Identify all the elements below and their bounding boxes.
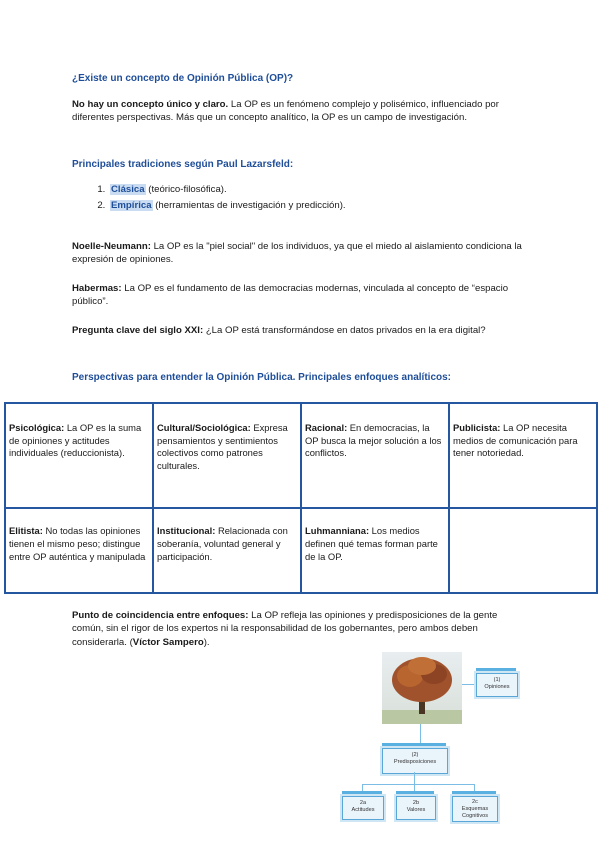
habermas-paragraph [72, 282, 532, 309]
tradition-term: Empírica [111, 199, 152, 211]
traditions-title: Principales tradiciones según Paul Lazarsfeld: [72, 159, 294, 170]
node-number: (2) [411, 752, 419, 758]
cell-text: Expresa pensamientos y sentimientos colectivos como patrones culturales. [157, 422, 288, 471]
list-item [108, 182, 346, 198]
cell-bold: Psicológica: [9, 422, 65, 433]
paragraph-text: La OP es el fundamento de las democracias modernas, vinculada al concepto de “espacio público”. [72, 283, 509, 308]
intro-paragraph [72, 98, 532, 125]
node-number: 2c [472, 799, 478, 805]
list-item [108, 198, 346, 214]
cell-text: No todas las opiniones tienen el mismo peso; distingue entre OP auténtica y manipulada [9, 525, 146, 562]
cell-bold: Institucional: [157, 525, 216, 537]
tradition-term: Clásica [111, 184, 145, 195]
node-number: 2b [412, 800, 420, 806]
cell-bold: Elitista: [9, 525, 43, 537]
cell-text: La OP es la suma de opiniones y actitudes individuales (reduccionista). [9, 422, 142, 459]
coincidence-end: ). [203, 636, 210, 648]
node-label: Valores [406, 807, 426, 813]
traditions-list [72, 182, 346, 213]
cell-bold: Luhmanniana: [305, 525, 370, 537]
table-cell [153, 508, 301, 593]
node-number: 2a [359, 800, 367, 806]
tree-icon [382, 652, 462, 724]
table-cell [5, 508, 153, 593]
coincidence-text: La OP refleja las opiniones y predisposiciones de la gente común, sin el rigor de los expertos ni la responsabilidad de los gobernantes, pero ambos deben considerarla. ( [72, 610, 498, 648]
tradition-desc: (teórico-filosófica). [145, 184, 227, 195]
node-label: Opiniones [484, 684, 510, 690]
table-cell [301, 508, 449, 593]
table-cell-empty [449, 508, 597, 593]
node-number: (1) [493, 677, 501, 683]
noelle-neumann-paragraph [72, 240, 532, 267]
cell-text: Los medios definen qué temas forman parte de la OP. [305, 525, 438, 562]
table-cell [153, 403, 301, 508]
paragraph-text: ¿La OP está transformándose en datos privados en la era digital? [203, 325, 486, 336]
table-row [5, 403, 597, 508]
coincidence-bold: Punto de coincidencia entre enfoques: [72, 610, 249, 621]
question-title: ¿Existe un concepto de Opinión Pública (OP)? [72, 73, 294, 84]
paragraph-bold: Noelle-Neumann: [72, 241, 151, 252]
cell-bold: Cultural/Sociológica: [157, 422, 251, 433]
node-label: Predisposiciones [393, 759, 437, 765]
intro-text: La OP es un fenómeno complejo y polisémico, influenciado por diferentes perspectivas. Más que un concepto analítico, la OP es un campo de investigación. [72, 99, 499, 124]
tree-image [382, 652, 462, 724]
cell-bold: Publicista: [453, 422, 501, 433]
table-cell [449, 403, 597, 508]
opiniones-node [476, 673, 518, 697]
paragraph-text: La OP es la "piel social" de los individuos, ya que el miedo al aislamiento condiciona la expresión de opiniones. [72, 241, 522, 266]
cell-text: La OP necesita medios de comunicación para tener notoriedad. [453, 422, 578, 459]
valores-node [396, 796, 436, 820]
perspectives-title: Perspectivas para entender la Opinión Pública. Principales enfoques analíticos: [72, 372, 452, 383]
cell-text: En democracias, la OP busca la mejor solución a los conflictos. [305, 422, 442, 459]
author-name: Víctor Sampero [132, 636, 204, 648]
node-label: Esquemas Cognitivos [461, 806, 489, 819]
actitudes-node [342, 796, 384, 820]
predisposiciones-node [382, 748, 448, 774]
predisposition-diagram [330, 650, 530, 840]
coincidence-paragraph [72, 609, 530, 649]
paragraph-bold: Pregunta clave del siglo XXI: [72, 325, 204, 336]
esquemas-node [452, 796, 498, 822]
perspectives-table [4, 402, 598, 594]
paragraph-bold: Habermas: [72, 283, 122, 294]
cell-text: Relacionada con soberanía, voluntad general y participación. [157, 525, 288, 562]
key-question-paragraph [72, 324, 532, 337]
tradition-desc: (herramientas de investigación y predicción). [152, 199, 346, 211]
cell-bold: Racional: [305, 422, 348, 433]
intro-bold: No hay un concepto único y claro. [72, 99, 229, 110]
table-row [5, 508, 597, 593]
table-cell [301, 403, 449, 508]
node-label: Actitudes [351, 807, 375, 813]
table-cell [5, 403, 153, 508]
